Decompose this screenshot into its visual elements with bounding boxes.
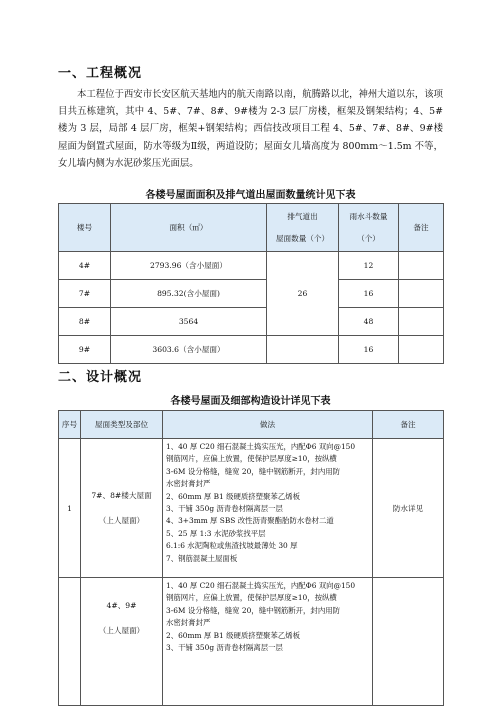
cell-drain: 12: [339, 252, 399, 280]
cell-building: 8#: [59, 308, 111, 336]
cell-building: 9#: [59, 336, 111, 364]
section-2-title: 二、设计概况: [58, 370, 143, 385]
cell-method: 1、40 厚 C20 细石混凝土捣实压光，内配Φ6 双向@150 钢筋网片，应偏上放置，使保护层厚度≥10，按纵横 3-6M 设分格缝，缝宽 20，缝中钢筋断开，封内用防 水密封膏封严 2、60mm 厚 B1 级硬质挤塑聚苯乙烯板 3、干铺 350g 沥青卷材隔离层一层 4、3+3mm 厚 SBS 改性沥青聚酯胎防水卷材二道 5、25 厚 1:3 水泥砂浆找平层 6.1:6 水泥陶粒或焦渣找坡最薄处 30 厚 7、钢筋混凝土屋面板: [163, 439, 373, 578]
project-overview-paragraph: 本工程位于西安市长安区航天基地内的航天南路以南，航腾路以北，神州大道以东，该项目共五栋建筑，其中 4、5#、7#、8#、9#楼为 2-3 层厂房楼，框架及钢架结构；4、5#楼为 3 层，局部 4 层厂房，框架+钢架结构；西信技改项目工程 4、5#、7#、8#、9#楼屋面为倒置式屋面，防水等级为Ⅱ级，两道设防；屋面女儿墙高度为 800mm～1.5m 不等，女儿墙内侧为水泥砂浆压光面层。: [58, 89, 443, 169]
cell-note: [373, 578, 444, 706]
cell-seq: [59, 578, 81, 706]
table-row: [59, 578, 444, 706]
header-seq: 序号: [59, 411, 81, 439]
cell-vent: [267, 336, 339, 364]
table-row: [59, 280, 444, 308]
section-1-title: 一、工程概况: [58, 66, 143, 81]
table-2-caption: 各楼号屋面及细部构造设计详见下表: [170, 396, 331, 407]
header-building: 楼号: [59, 204, 111, 252]
design-detail-table: [58, 410, 444, 706]
table-1-caption: 各楼号屋面面积及排气道出屋面数量统计见下表: [145, 190, 356, 201]
cell-note: [399, 280, 444, 308]
cell-method: 1、40 厚 C20 细石混凝土捣实压光，内配Φ6 双向@150 钢筋网片，应偏上放置，使保护层厚度≥10，按纵横 3-6M 设分格缝，缝宽 20，缝中钢筋断开，封内用防 水密封膏封严 2、60mm 厚 B1 级硬质挤塑聚苯乙烯板 3、干铺 350g 沥青卷材隔离层一层: [163, 578, 373, 706]
cell-area: 3603.6（含小屋面）: [111, 336, 267, 364]
header-note: 备注: [399, 204, 444, 252]
cell-building: 4#: [59, 252, 111, 280]
cell-seq: 1: [59, 439, 81, 578]
header-roof-type: 屋面类型及部位: [81, 411, 163, 439]
cell-drain: 16: [339, 336, 399, 364]
table-header-row: [59, 204, 444, 252]
cell-note: [399, 336, 444, 364]
header-method: 做法: [163, 411, 373, 439]
header-area: 面积（㎡）: [111, 204, 267, 252]
table-row: [59, 439, 444, 578]
cell-building: 7#: [59, 280, 111, 308]
cell-area: 3564: [111, 308, 267, 336]
header-drain-count: 雨水斗数量 （个）: [339, 204, 399, 252]
table-row: [59, 252, 444, 280]
cell-roof-type: 7#、8#楼大屋面 （上人屋面）: [81, 439, 163, 578]
table-header-row: [59, 411, 444, 439]
cell-area: 2793.96（含小屋面）: [111, 252, 267, 280]
cell-note: [399, 252, 444, 280]
area-stats-table: [58, 203, 444, 364]
cell-drain: 48: [339, 308, 399, 336]
cell-note: [399, 308, 444, 336]
table-row: [59, 336, 444, 364]
header-note: 备注: [373, 411, 444, 439]
cell-drain: 16: [339, 280, 399, 308]
header-vent-count: 排气道出 屋面数量（个）: [267, 204, 339, 252]
table-row: [59, 308, 444, 336]
cell-roof-type: 4#、9# （上人屋面）: [81, 578, 163, 706]
cell-vent: 26: [267, 252, 339, 336]
cell-area: 895.32(含小屋面): [111, 280, 267, 308]
cell-note: 防水详见: [373, 439, 444, 578]
